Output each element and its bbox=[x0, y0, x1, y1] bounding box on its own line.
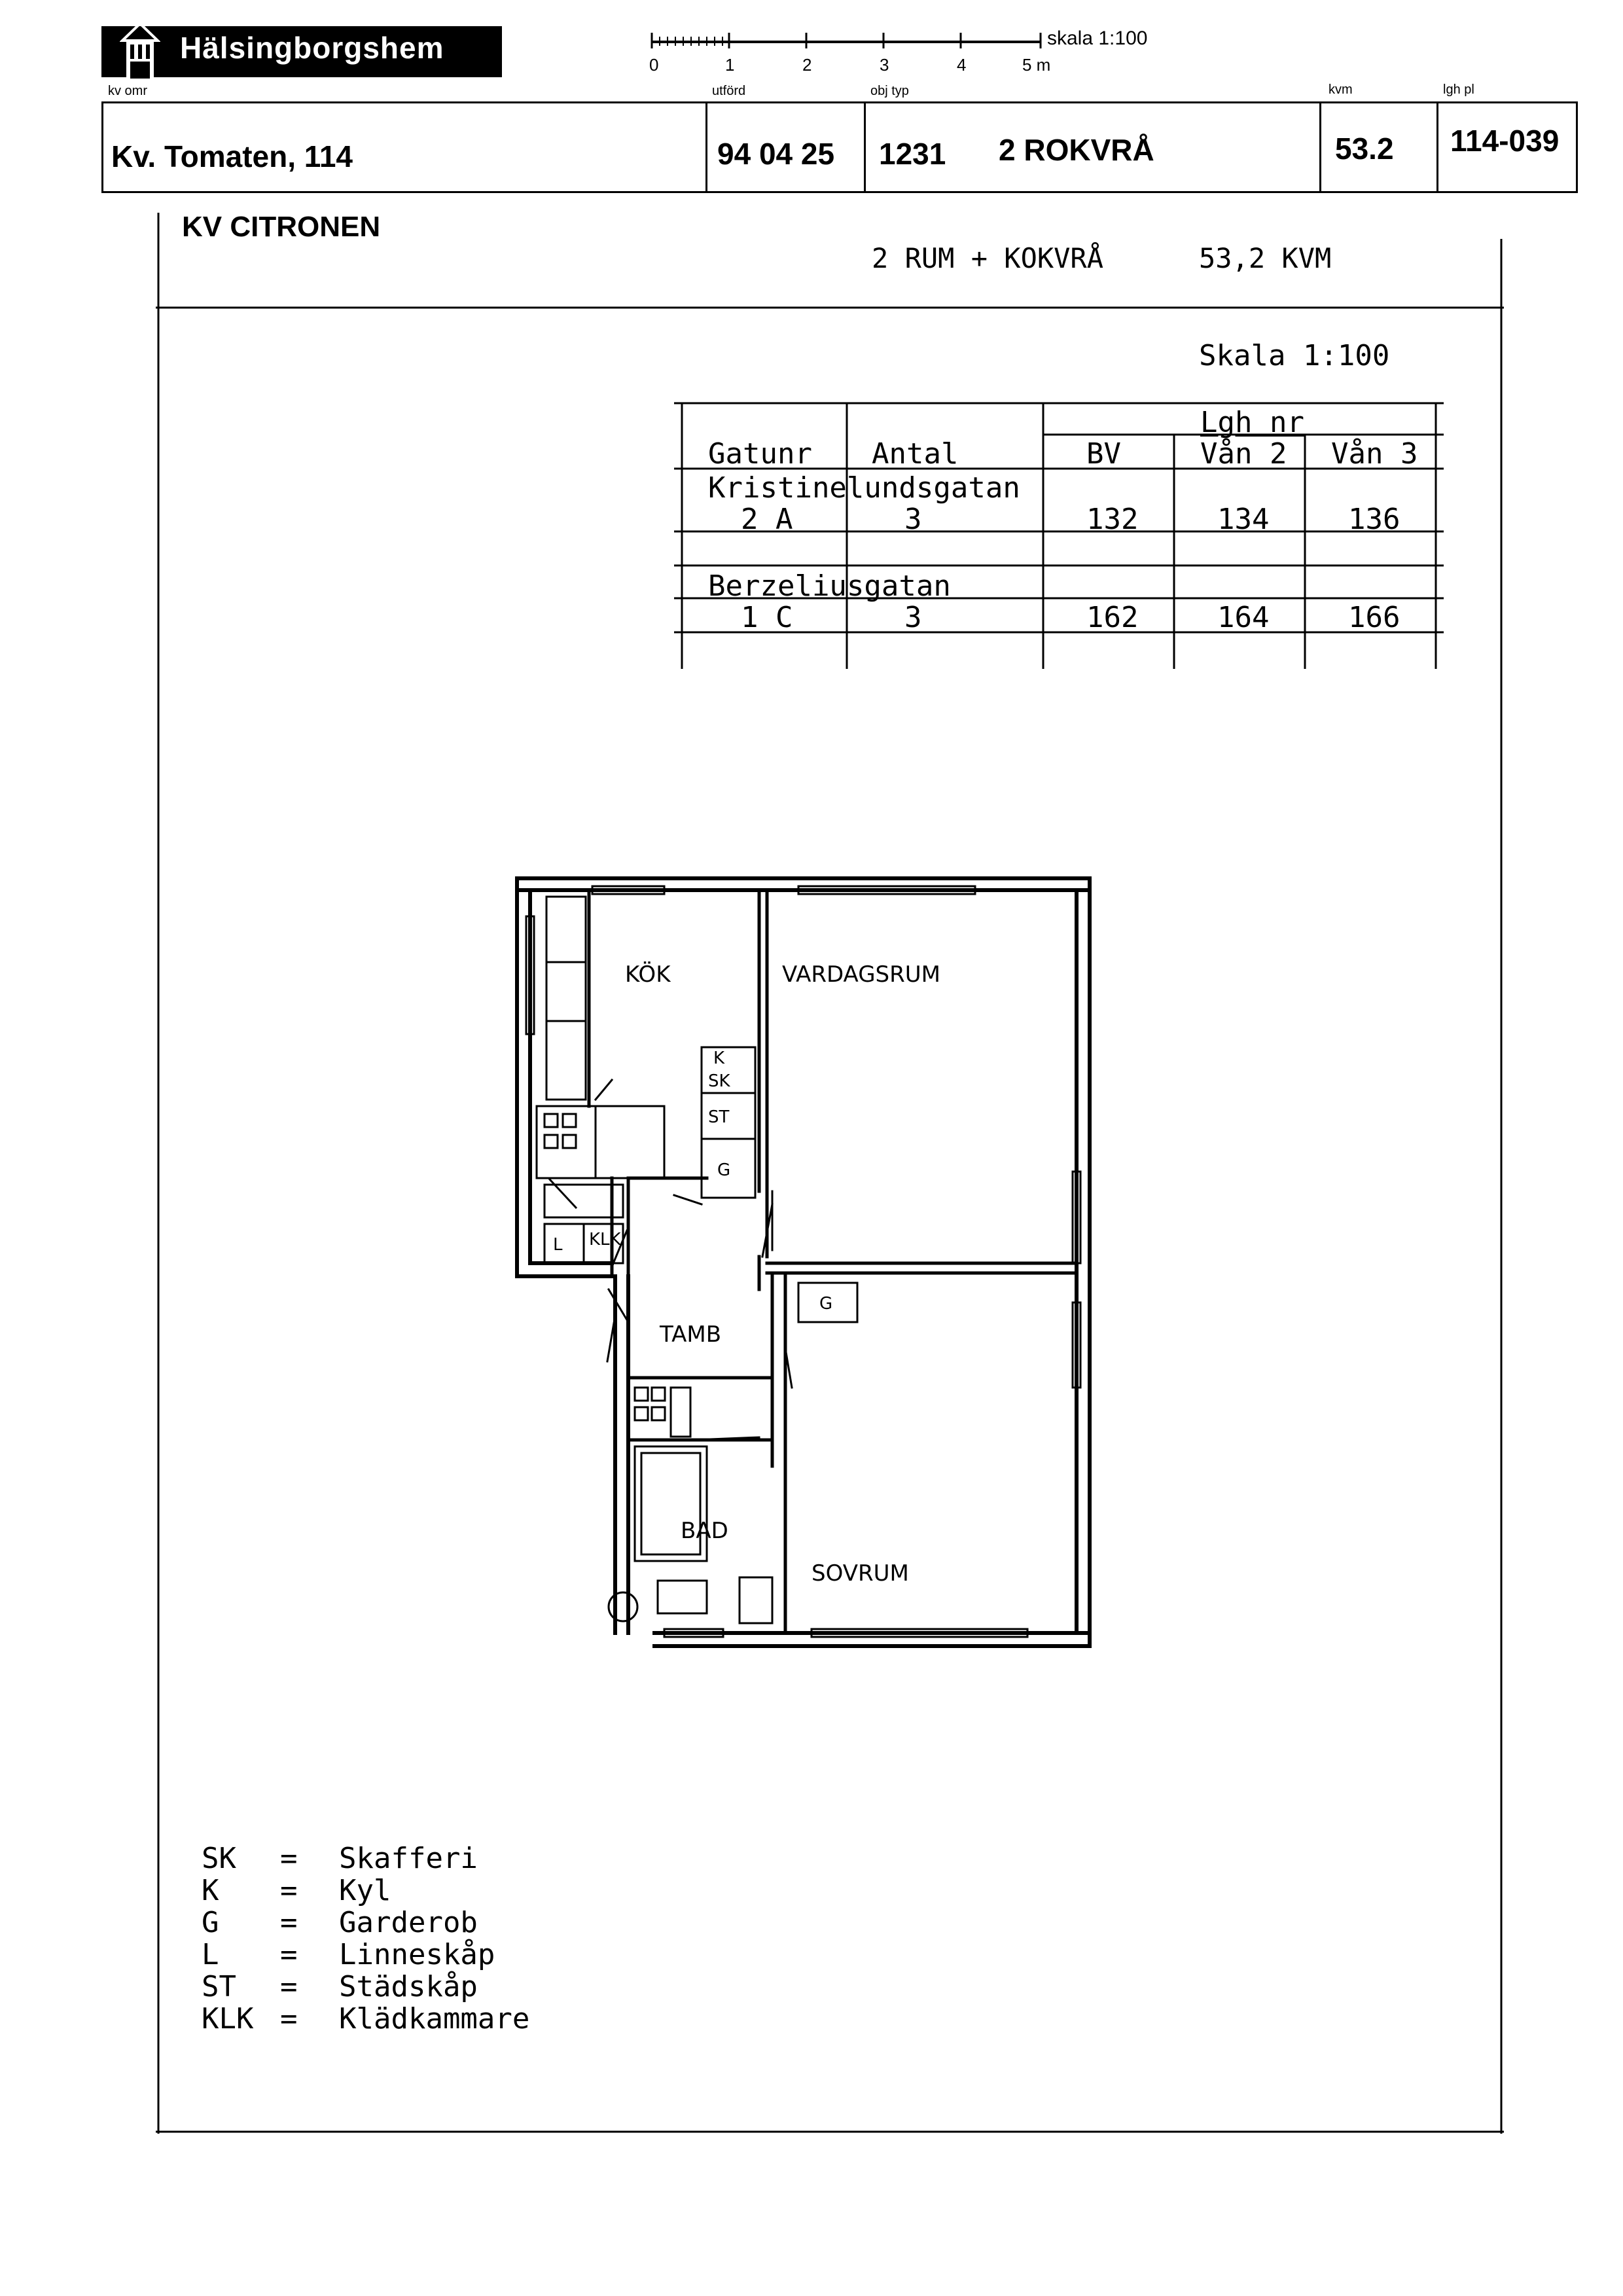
company-logo bbox=[101, 26, 502, 77]
tag-kyl: K bbox=[713, 1049, 725, 1068]
legend bbox=[202, 1842, 529, 2034]
scale-tick-0: 0 bbox=[649, 55, 659, 75]
legend-row: SK = Skafferi bbox=[202, 1842, 478, 1875]
header-info-box bbox=[101, 101, 1578, 193]
floor-plan bbox=[497, 864, 1099, 1682]
apartment-number-table bbox=[674, 401, 1444, 669]
tag-garderob-kitchen: G bbox=[717, 1160, 731, 1180]
scale-tick-5: 5 m bbox=[1022, 55, 1051, 75]
kv-omr-label: kv omr bbox=[108, 84, 147, 98]
apt-bv: 132 bbox=[1086, 503, 1139, 536]
sheet-subtitle: 2 RUM + KOKVRÅ bbox=[872, 242, 1104, 274]
tag-garderob-bedroom: G bbox=[819, 1294, 833, 1314]
col-van2: Vån 2 bbox=[1200, 437, 1287, 471]
lgh-pl-label: lgh pl bbox=[1443, 82, 1474, 97]
legend-row: G = Garderob bbox=[202, 1906, 478, 1939]
scale-label: skala 1:100 bbox=[1047, 27, 1148, 49]
obj-typ-value: 2 ROKVRÅ bbox=[999, 133, 1154, 167]
table-group-header: Lgh nr bbox=[1200, 406, 1304, 439]
lgh-pl-value: 114-039 bbox=[1450, 124, 1560, 158]
tag-kladkammare: KLK bbox=[589, 1230, 621, 1249]
scale-tick-2: 2 bbox=[802, 55, 812, 75]
utford-value: 94 04 25 bbox=[717, 137, 835, 171]
tag-skafferi: SK bbox=[708, 1071, 730, 1091]
tag-linneskap: L bbox=[553, 1235, 563, 1255]
obj-typ-label: obj typ bbox=[870, 84, 909, 98]
house-logo-icon bbox=[120, 21, 160, 79]
street-antal: 3 bbox=[904, 601, 922, 634]
legend-row: KLK = Klädkammare bbox=[202, 2002, 530, 2036]
room-label-sovrum: SOVRUM bbox=[812, 1560, 909, 1587]
apt-van3: 136 bbox=[1348, 503, 1400, 536]
apt-van2: 134 bbox=[1217, 503, 1270, 536]
sheet-title: KV CITRONEN bbox=[182, 211, 381, 243]
street-name: Berzeliusgatan bbox=[708, 569, 951, 603]
col-van3: Vån 3 bbox=[1331, 437, 1418, 471]
kv-value: Kv. Tomaten, 114 bbox=[111, 139, 353, 173]
col-gatunr: Gatunr bbox=[708, 437, 812, 471]
sheet-scale: Skala 1:100 bbox=[1199, 339, 1390, 372]
room-label-kok: KÖK bbox=[625, 961, 671, 988]
obj-nr-value: 1231 bbox=[879, 137, 946, 171]
legend-row: L = Linneskåp bbox=[202, 1938, 495, 1971]
tag-stadskap: ST bbox=[708, 1107, 730, 1127]
street-nr: 2 A bbox=[741, 503, 793, 536]
brand-name: Hälsingborgshem bbox=[180, 31, 444, 65]
street-name: Kristinelundsgatan bbox=[708, 471, 1020, 505]
scale-tick-1: 1 bbox=[725, 55, 735, 75]
col-antal: Antal bbox=[872, 437, 959, 471]
room-label-vardagsrum: VARDAGSRUM bbox=[782, 961, 940, 988]
apt-van3: 166 bbox=[1348, 601, 1400, 634]
kvm-label: kvm bbox=[1329, 82, 1353, 97]
sheet-area: 53,2 KVM bbox=[1199, 242, 1332, 274]
apt-bv: 162 bbox=[1086, 601, 1139, 634]
col-bv: BV bbox=[1086, 437, 1121, 471]
legend-row: K = Kyl bbox=[202, 1874, 391, 1907]
legend-row: ST = Städskåp bbox=[202, 1970, 478, 2003]
apt-van2: 164 bbox=[1217, 601, 1270, 634]
kvm-value: 53.2 bbox=[1335, 132, 1394, 166]
street-nr: 1 C bbox=[741, 601, 793, 634]
room-label-bad: BAD bbox=[681, 1518, 728, 1544]
utford-label: utförd bbox=[712, 84, 746, 98]
scale-bar bbox=[648, 26, 1067, 52]
room-label-tamb: TAMB bbox=[660, 1321, 722, 1348]
street-antal: 3 bbox=[904, 503, 922, 536]
scale-tick-4: 4 bbox=[957, 55, 967, 75]
scale-tick-3: 3 bbox=[880, 55, 889, 75]
